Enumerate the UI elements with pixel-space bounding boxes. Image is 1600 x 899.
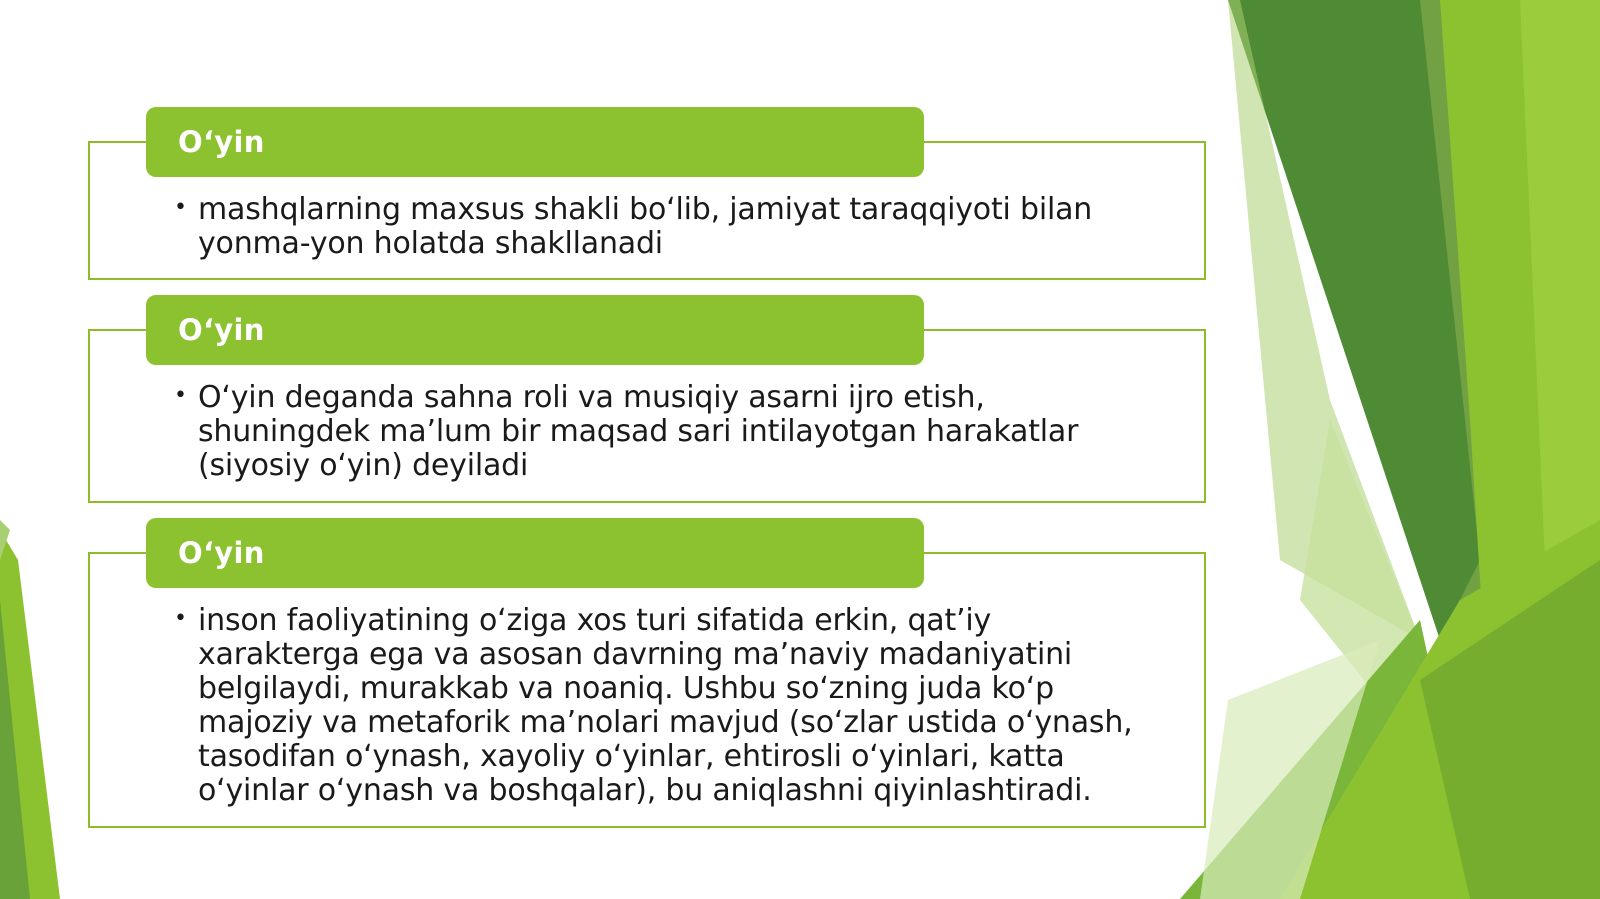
bullet-list <box>174 604 1134 808</box>
list-item <box>174 381 1134 483</box>
list-item-text: inson faoliyatining o‘ziga xos turi sifatida erkin, qat’iy xarakterga ega va asosan davrning ma’naviy madaniyatini belgilaydi, murakkab va noaniq. Ushbu so‘zning juda ko‘p majoziy va metaforik ma’nolari mavjud (so‘zlar ustida o‘ynash, tasodifan o‘ynash, xayoliy o‘yinlar, ehtirosli o‘yinlari, katta o‘yinlar o‘ynash va boshqalar), bu aniqlashni qiyinlashtiradi. <box>198 603 1133 808</box>
block-title: O‘yin <box>146 107 924 177</box>
list-item-text: O‘yin deganda sahna roli va musiqiy asarni ijro etish, shuningdek ma’lum bir maqsad sari intilayotgan harakatlar (siyosiy o‘yin) deyiladi <box>198 380 1079 483</box>
content-block-1 <box>88 125 1206 280</box>
bullet-icon: • <box>174 383 187 408</box>
list-item <box>174 604 1134 808</box>
block-title: O‘yin <box>146 295 924 365</box>
bullet-icon: • <box>174 606 187 631</box>
bullet-icon: • <box>174 195 187 220</box>
bullet-list <box>174 381 1134 483</box>
content-block-2 <box>88 313 1206 503</box>
list-item-text: mashqlarning maxsus shakli bo‘lib, jamiyat taraqqiyoti bilan yonma-yon holatda shakllanadi <box>198 192 1093 261</box>
list-item <box>174 193 1134 261</box>
content-block-3 <box>88 536 1206 828</box>
bullet-list <box>174 193 1134 261</box>
block-title: O‘yin <box>146 518 924 588</box>
